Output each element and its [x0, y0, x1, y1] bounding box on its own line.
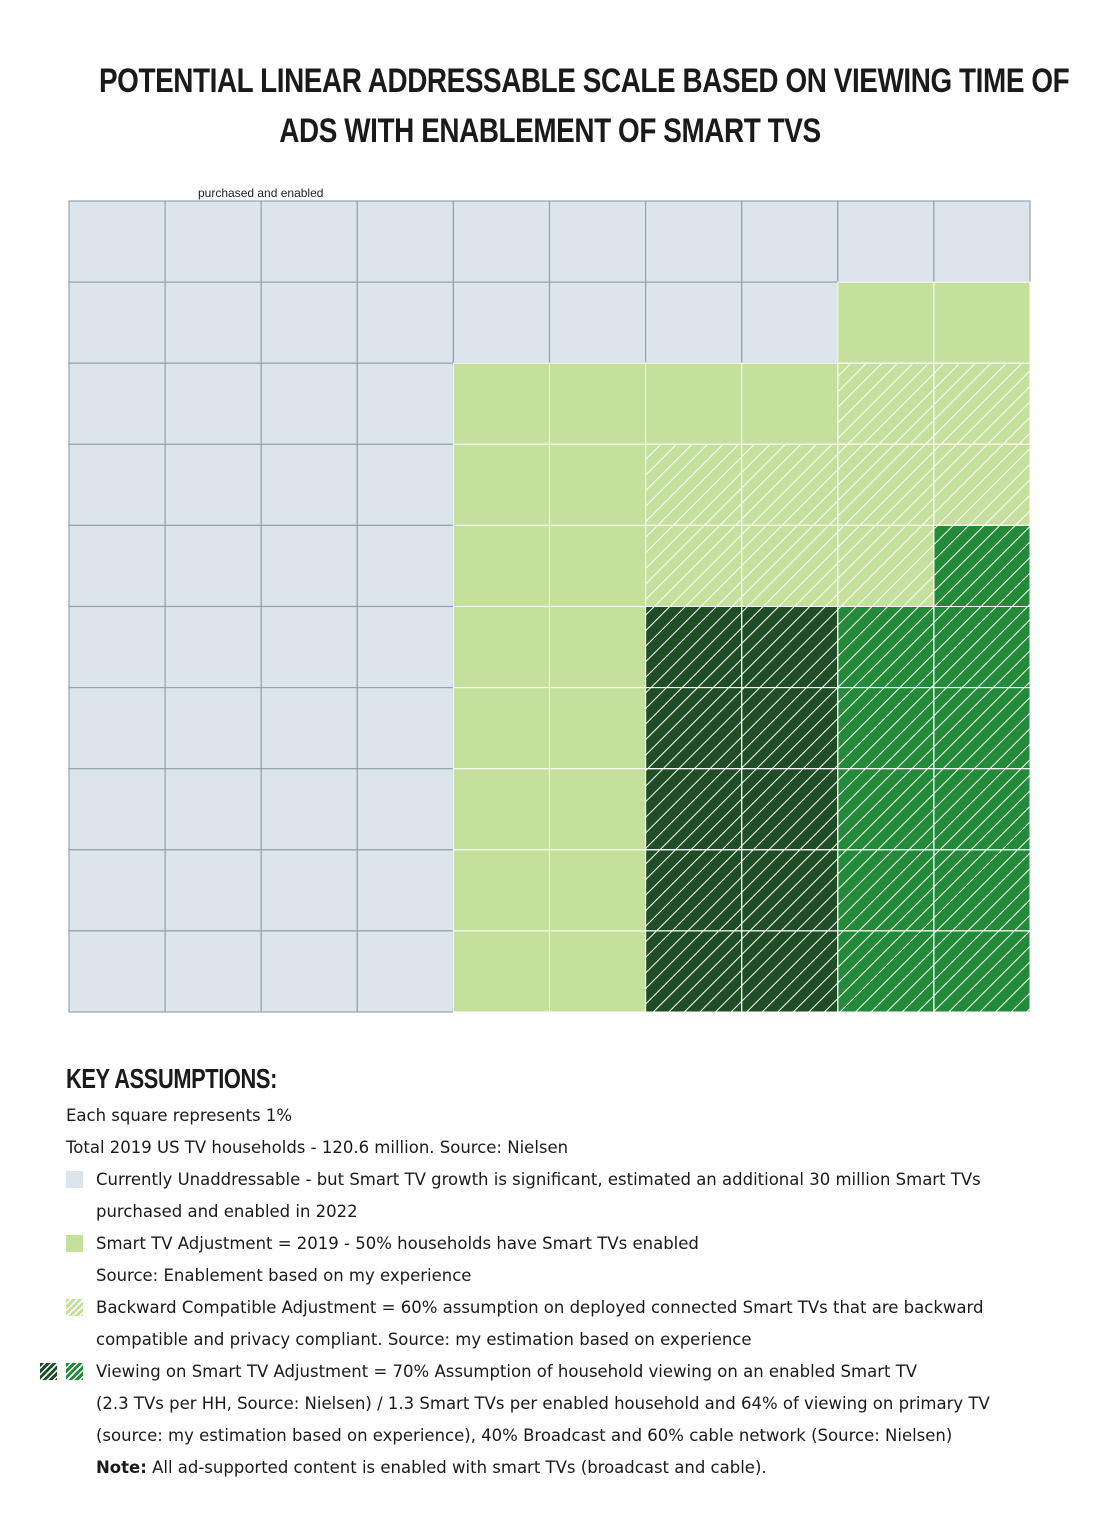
waffle-cell-unaddressable: [261, 282, 357, 363]
waffle-cell-hatch: [838, 363, 934, 444]
legend-text: Viewing on Smart TV Adjustment = 70% Assumption of household viewing on an enabled Smart TV: [96, 1362, 918, 1381]
waffle-cell-hatch: [646, 525, 742, 606]
waffle-cell-unaddressable: [165, 688, 261, 769]
key-assumptions-heading: KEY ASSUMPTIONS:: [66, 1063, 277, 1094]
waffle-cell-unaddressable: [453, 282, 549, 363]
waffle-cell-hatch: [646, 688, 742, 769]
legend-note: [96, 1452, 1056, 1484]
waffle-cell-hatch: [934, 444, 1030, 525]
legend-households-note: Total 2019 US TV households - 120.6 million. Source: Nielsen: [66, 1138, 569, 1157]
note-label: Note:: [96, 1458, 147, 1477]
waffle-cell-unaddressable: [261, 931, 357, 1012]
legend-swatch-smart-tv: [66, 1235, 83, 1252]
waffle-cell-hatch: [838, 688, 934, 769]
legend-text: compatible and privacy compliant. Source: my estimation based on experience: [96, 1330, 752, 1349]
legend-text: Currently Unaddressable - but Smart TV growth is significant, estimated an additional 30 million Smart TVs: [96, 1170, 981, 1189]
waffle-cell-unaddressable: [357, 282, 453, 363]
waffle-cell-smart-tv: [453, 363, 549, 444]
waffle-cell-smart-tv: [550, 444, 646, 525]
waffle-cell-hatch: [742, 525, 838, 606]
waffle-cell-unaddressable: [165, 769, 261, 850]
waffle-cell-unaddressable: [69, 688, 165, 769]
waffle-cell-smart-tv: [453, 688, 549, 769]
legend-swatch-backward-compatible: [66, 1299, 83, 1316]
waffle-cell-hatch: [646, 769, 742, 850]
waffle-cell-hatch: [646, 607, 742, 688]
waffle-cell-unaddressable: [261, 607, 357, 688]
waffle-cell-hatch: [934, 363, 1030, 444]
waffle-cell-unaddressable: [165, 201, 261, 282]
waffle-cell-unaddressable: [357, 363, 453, 444]
chart-title-line-1: POTENTIAL LINEAR ADDRESSABLE SCALE BASED ON VIEWING TIME OF: [99, 62, 1070, 100]
waffle-cell-unaddressable: [165, 607, 261, 688]
legend-text: (source: my estimation based on experience), 40% Broadcast and 60% cable network (Source: Nielsen): [96, 1426, 953, 1445]
waffle-cell-unaddressable: [69, 363, 165, 444]
waffle-cell-unaddressable: [357, 769, 453, 850]
waffle-cell-smart-tv: [453, 850, 549, 931]
waffle-cell-smart-tv: [550, 688, 646, 769]
waffle-cell-unaddressable: [357, 607, 453, 688]
legend-swatch-unaddressable: [66, 1171, 83, 1188]
note-text: All ad-supported content is enabled with smart TVs (broadcast and cable).: [146, 1458, 767, 1477]
legend-item-backward-compatible: [66, 1292, 1056, 1356]
waffle-cell-hatch: [742, 850, 838, 931]
waffle-cell-unaddressable: [357, 444, 453, 525]
waffle-cell-unaddressable: [261, 850, 357, 931]
waffle-cell-smart-tv: [550, 769, 646, 850]
legend-text: purchased and enabled in 2022: [96, 1202, 358, 1221]
waffle-cell-unaddressable: [165, 363, 261, 444]
waffle-cell-hatch: [838, 769, 934, 850]
waffle-cell-unaddressable: [69, 444, 165, 525]
legend-item-unaddressable: [66, 1164, 1056, 1228]
waffle-cell-hatch: [646, 444, 742, 525]
waffle-cell-unaddressable: [69, 769, 165, 850]
waffle-cell-hatch: [646, 931, 742, 1012]
waffle-cells: [69, 201, 1030, 1012]
waffle-cell-hatch: [646, 850, 742, 931]
waffle-cell-hatch: [934, 607, 1030, 688]
waffle-cell-unaddressable: [261, 444, 357, 525]
waffle-cell-unaddressable: [69, 931, 165, 1012]
waffle-cell-smart-tv: [646, 363, 742, 444]
waffle-cell-unaddressable: [550, 201, 646, 282]
waffle-cell-unaddressable: [261, 363, 357, 444]
waffle-cell-unaddressable: [646, 282, 742, 363]
legend-text: Smart TV Adjustment = 2019 - 50% households have Smart TVs enabled: [96, 1234, 699, 1253]
waffle-cell-hatch: [742, 769, 838, 850]
waffle-cell-hatch: [838, 607, 934, 688]
legend-item-smart-tv: [66, 1228, 1056, 1292]
waffle-cell-hatch: [838, 525, 934, 606]
waffle-cell-unaddressable: [646, 201, 742, 282]
waffle-cell-unaddressable: [165, 931, 261, 1012]
stray-label: purchased and enabled: [198, 186, 324, 200]
waffle-cell-unaddressable: [165, 525, 261, 606]
waffle-cell-unaddressable: [165, 850, 261, 931]
legend-unit-note: Each square represents 1%: [66, 1106, 293, 1125]
waffle-cell-hatch: [934, 769, 1030, 850]
waffle-cell-hatch: [742, 931, 838, 1012]
waffle-cell-unaddressable: [742, 282, 838, 363]
waffle-cell-unaddressable: [261, 769, 357, 850]
waffle-cell-unaddressable: [261, 688, 357, 769]
waffle-cell-unaddressable: [357, 850, 453, 931]
legend-text: Source: Enablement based on my experience: [96, 1266, 472, 1285]
waffle-cell-unaddressable: [550, 282, 646, 363]
waffle-cell-smart-tv: [453, 931, 549, 1012]
waffle-cell-smart-tv: [550, 363, 646, 444]
legend-item-viewing: [66, 1356, 1056, 1484]
waffle-cell-unaddressable: [69, 201, 165, 282]
waffle-cell-unaddressable: [357, 688, 453, 769]
legend-text: Backward Compatible Adjustment = 60% assumption on deployed connected Smart TVs that are backward: [96, 1298, 984, 1317]
waffle-cell-smart-tv: [742, 363, 838, 444]
legend-text: (2.3 TVs per HH, Source: Nielsen) / 1.3 Smart TVs per enabled household and 64% of viewing on primary TV: [96, 1394, 990, 1413]
waffle-cell-unaddressable: [357, 525, 453, 606]
waffle-cell-unaddressable: [165, 282, 261, 363]
waffle-cell-hatch: [742, 444, 838, 525]
waffle-cell-unaddressable: [357, 201, 453, 282]
waffle-cell-smart-tv: [550, 931, 646, 1012]
waffle-cell-unaddressable: [69, 850, 165, 931]
waffle-cell-unaddressable: [357, 931, 453, 1012]
waffle-cell-smart-tv: [550, 850, 646, 931]
waffle-cell-unaddressable: [69, 525, 165, 606]
waffle-cell-unaddressable: [453, 201, 549, 282]
waffle-cell-smart-tv: [550, 525, 646, 606]
waffle-cell-smart-tv: [453, 607, 549, 688]
waffle-cell-hatch: [934, 688, 1030, 769]
key-assumptions: [66, 1062, 1056, 1484]
legend-swatch-viewing-dark: [40, 1363, 57, 1380]
waffle-cell-hatch: [934, 931, 1030, 1012]
waffle-cell-hatch: [742, 607, 838, 688]
waffle-cell-unaddressable: [934, 201, 1030, 282]
waffle-cell-unaddressable: [261, 525, 357, 606]
waffle-cell-hatch: [838, 931, 934, 1012]
waffle-cell-smart-tv: [453, 444, 549, 525]
waffle-cell-hatch: [838, 850, 934, 931]
waffle-cell-unaddressable: [165, 444, 261, 525]
waffle-cell-hatch: [838, 444, 934, 525]
waffle-cell-hatch: [742, 688, 838, 769]
waffle-cell-unaddressable: [838, 201, 934, 282]
waffle-cell-unaddressable: [69, 607, 165, 688]
waffle-cell-hatch: [934, 850, 1030, 931]
waffle-cell-unaddressable: [69, 282, 165, 363]
waffle-cell-hatch: [934, 525, 1030, 606]
legend-swatch-viewing-medium: [66, 1363, 83, 1380]
waffle-cell-unaddressable: [742, 201, 838, 282]
waffle-cell-smart-tv: [934, 282, 1030, 363]
chart-title-line-2: ADS WITH ENABLEMENT OF SMART TVS: [279, 112, 821, 150]
waffle-cell-unaddressable: [261, 201, 357, 282]
waffle-cell-smart-tv: [453, 769, 549, 850]
waffle-cell-smart-tv: [550, 607, 646, 688]
waffle-cell-smart-tv: [453, 525, 549, 606]
waffle-cell-smart-tv: [838, 282, 934, 363]
